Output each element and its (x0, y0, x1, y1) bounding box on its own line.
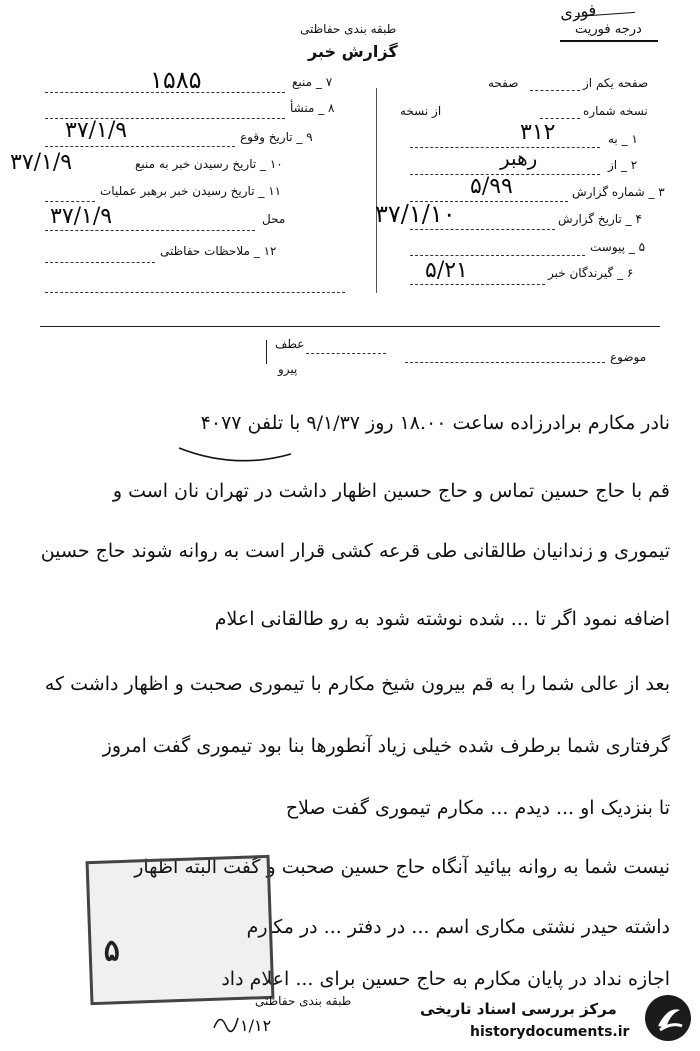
atf-bracket (266, 340, 267, 364)
field-label-report-date: ۴ _ تاریخ گزارش (558, 212, 642, 226)
field-suffix-page: صفحه (488, 76, 519, 90)
field-value-place: ۳۷/۱/۹ (50, 204, 113, 229)
archive-stamp (86, 855, 275, 1005)
stamp-number: ۵ (103, 933, 121, 969)
field-label-page: صفحه یکم از (583, 76, 649, 90)
field-value-from: رهبر (500, 146, 538, 170)
body-line: نادر مکارم برادرزاده ساعت ۱۸.۰۰ روز ۹/۱/۳۷ با تلفن ۴۰۷۷ (200, 412, 670, 434)
field-label-place: محل (262, 212, 286, 226)
classification-top: طبقه بندی حفاظتی (300, 22, 397, 36)
watermark-url: historydocuments.ir (470, 1024, 630, 1040)
body-line: تیموری و زندانیان طالقانی طی قرعه کشی قرار است به روانه شوند حاج حسین (40, 540, 670, 562)
field-label-occurrence-date: ۹ _ تاریخ وقوع (240, 130, 313, 144)
field-label-to: ۱ _ به (608, 132, 638, 146)
field-label-attachment: ۵ _ پیوست (590, 240, 646, 254)
underline-scribble (175, 440, 295, 470)
section-divider (40, 326, 660, 327)
priority-value: فوری (559, 0, 598, 23)
field-label-date-to-leader: ۱۱ _ تاریخ رسیدن خبر برهبر عملیات (100, 184, 282, 198)
body-line: قم با حاج حسین تماس و حاج حسین اظهار داشت در تهران نان است و (112, 480, 670, 502)
body-line: اضافه نمود اگر تا ... شده نوشته شود به رو طالقانی اعلام (214, 608, 670, 630)
priority-label: درجه فوریت (575, 22, 642, 37)
field-label-security-notes: ۱۲ _ ملاحظات حفاظتی (160, 244, 277, 258)
signature-mark (210, 1008, 240, 1038)
archive-logo-mark (650, 1000, 686, 1036)
peyro-label: پیرو (278, 362, 298, 376)
field-label-origin: ۸ _ منشأ (290, 101, 335, 115)
field-value-report-number: ۵/۹۹ (470, 174, 513, 199)
atf-label: عطف (275, 337, 305, 351)
column-divider (376, 88, 377, 293)
field-value-report-date: ۳۷/۱/۱۰ (375, 200, 456, 228)
body-line: داشته حیدر نشتی مکاری اسم ... در دفتر ... در مکارم (246, 916, 670, 938)
body-line: گرفتاری شما برطرف شده خیلی زیاد آنطورها بنا بود تیموری گفت امروز (102, 735, 670, 757)
classification-bottom: طبقه بندی حفاظتی (255, 994, 352, 1008)
field-value-source: ۱۵۸۵ (150, 66, 202, 94)
body-line: نیست شما به روانه بیائید آنگاه حاج حسین صحبت و گفت البته اظهار (134, 856, 670, 878)
field-label-date-to-source: ۱۰ _ تاریخ رسیدن خبر به منبع (135, 157, 283, 171)
body-line: بعد از عالی شما را به قم بیرون شیخ مکارم با تیموری صحبت و اظهار داشت که (44, 673, 670, 695)
footer-date: ۱/۱۲ (240, 1016, 272, 1035)
field-value-occurrence-date: ۳۷/۱/۹ (65, 118, 128, 143)
field-value-date-to-source: ۳۷/۱/۹ (10, 150, 73, 175)
form-title: گزارش خبر (308, 42, 398, 61)
body-line: تا بنزدیک او ... دیدم ... مکارم تیموری گفت صلاح (285, 797, 670, 819)
watermark-title: مرکز بررسی اسناد تاریخی (420, 1000, 617, 1018)
field-label-source: ۷ _ منبع (292, 75, 333, 89)
field-label-copy: نسخه شماره (583, 104, 648, 118)
body-line: اجازه نداد در پایان مکارم به حاج حسین برای ... اعلام داد (221, 968, 670, 990)
field-value-recipients: ۵/۲۱ (425, 258, 468, 283)
field-value-to: ۳۱۲ (520, 120, 556, 145)
field-label-report-number: ۳ _ شماره گزارش (572, 185, 665, 199)
subject-label: موضوع (610, 350, 647, 364)
field-label-recipients: ۶ _ گیرندگان خبر (548, 266, 634, 280)
priority-underline (560, 40, 658, 42)
field-label-from: ۲ _ از (608, 158, 638, 172)
field-suffix-copy: از نسخه (400, 104, 442, 118)
